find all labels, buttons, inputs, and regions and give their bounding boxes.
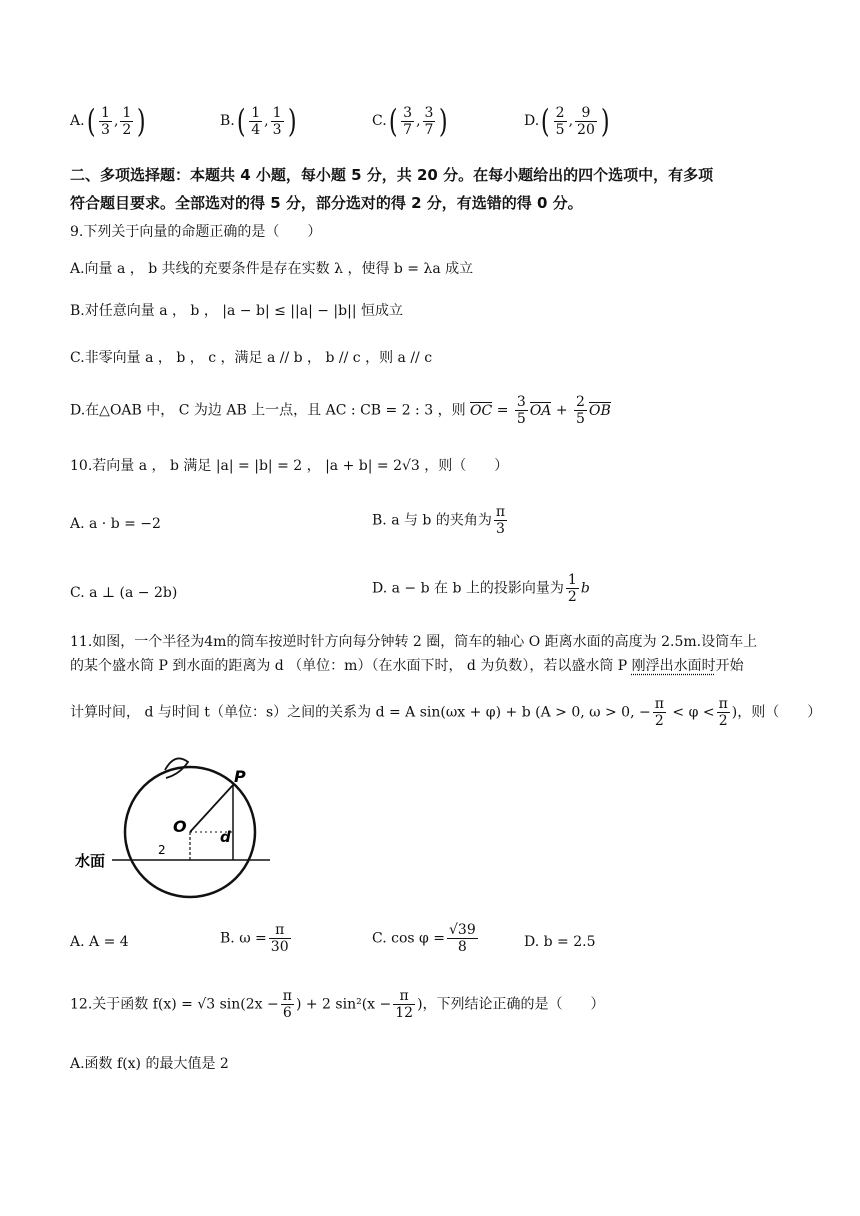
q11-line3: 计算时间， d 与时间 t（单位：s）之间的关系为 d = A sin(ωx + φ) + b (A > 0, ω > 0, − $\frac{\pi}{2}$ < φ < $\frac{\pi}{2}$ )，则（ ） (70, 696, 822, 729)
q11-line2: 的某个盛水筒 P 到水面的距离为 d （单位：m）（在水面下时， d 为负数），若以盛水筒 P 刚浮出水面时开始 (70, 658, 744, 674)
q11-line1: 11.如图，一个半径为4m的筒车按逆时针方向每分钟转 2 圈，筒车的轴心 O 距离水面的高度为 2.5m.设筒车上 (70, 634, 758, 650)
q11-option-d: D. b = 2.5 (524, 934, 596, 950)
q8-option-a: A.( $\frac{1}{3}$ , $\frac{1}{2}$ ) (70, 102, 146, 140)
q10-option-b: B. a 与 b 的夹角为 $\frac{\pi}{3}$ (372, 504, 506, 537)
q8-option-b: B.( $\frac{1}{4}$ , $\frac{1}{3}$ ) (220, 102, 297, 140)
q10-option-d: D. a − b 在 b 上的投影向量为 $\frac{1}{2}$ b (372, 572, 590, 605)
label-d: d (220, 828, 231, 846)
label-o: O (173, 817, 187, 836)
label-2: 2 (158, 843, 166, 857)
label-p: P (234, 767, 246, 786)
q11-option-c: C. cos φ = $\frac{√39}{8}$ (372, 922, 476, 955)
label-water: 水面 (75, 852, 106, 870)
q10-stem: 10.若向量 a ， b 满足 |a| = |b| = 2 ， |a + b| = 2√3 ，则（ ） (70, 458, 509, 474)
section-heading-line1: 二、多项选择题：本题共 4 小题，每小题 5 分，共 20 分。在每小题给出的四个选项中，有多项 (70, 166, 714, 184)
q9-stem: 9.下列关于向量的命题正确的是（ ） (70, 224, 322, 240)
q9-option-a: A.向量 a ， b 共线的充要条件是存在实数 λ ，使得 b = λa 成立 (70, 261, 474, 277)
q9-option-b: B.对任意向量 a ， b ， |a − b| ≤ ||a| − |b|| 恒成立 (70, 303, 403, 319)
q8-option-c: C.( $\frac{3}{7}$ , $\frac{3}{7}$ ) (372, 102, 449, 140)
q12-stem: 12.关于函数 f(x) = √3 sin(2x − $\frac{\pi}{6}$ ) + 2 sin²(x − $\frac{\pi}{12}$ )，下列结论正确的是（ ） (70, 988, 605, 1021)
q11-option-a: A. A = 4 (70, 934, 129, 950)
q10-option-c: C. a ⊥ (a − 2b) (70, 585, 178, 601)
q12-option-a: A.函数 f(x) 的最大值是 2 (70, 1056, 229, 1072)
section-heading-line2: 符合题目要求。全部选对的得 5 分，部分选对的得 2 分，有选错的得 0 分。 (70, 194, 583, 212)
q10-option-a: A. a · b = −2 (70, 516, 161, 532)
q11-option-b: B. ω = $\frac{\pi}{30}$ (220, 922, 289, 955)
q9-option-d: D.在△OAB 中， C 为边 AB 上一点，且 AC : CB = 2 : 3 ，则 OC = $\frac{3}{5}$ OA + $\frac{2}{5}$ OB (70, 394, 611, 427)
q8-option-d: D.( $\frac{2}{5}$ , $\frac{9}{20}$ ) (524, 102, 610, 140)
waterwheel-figure (70, 752, 290, 902)
q9-option-c: C.非零向量 a ， b ， c ，满足 a // b ， b // c ，则 a // c (70, 350, 433, 366)
radius-op (190, 785, 233, 832)
